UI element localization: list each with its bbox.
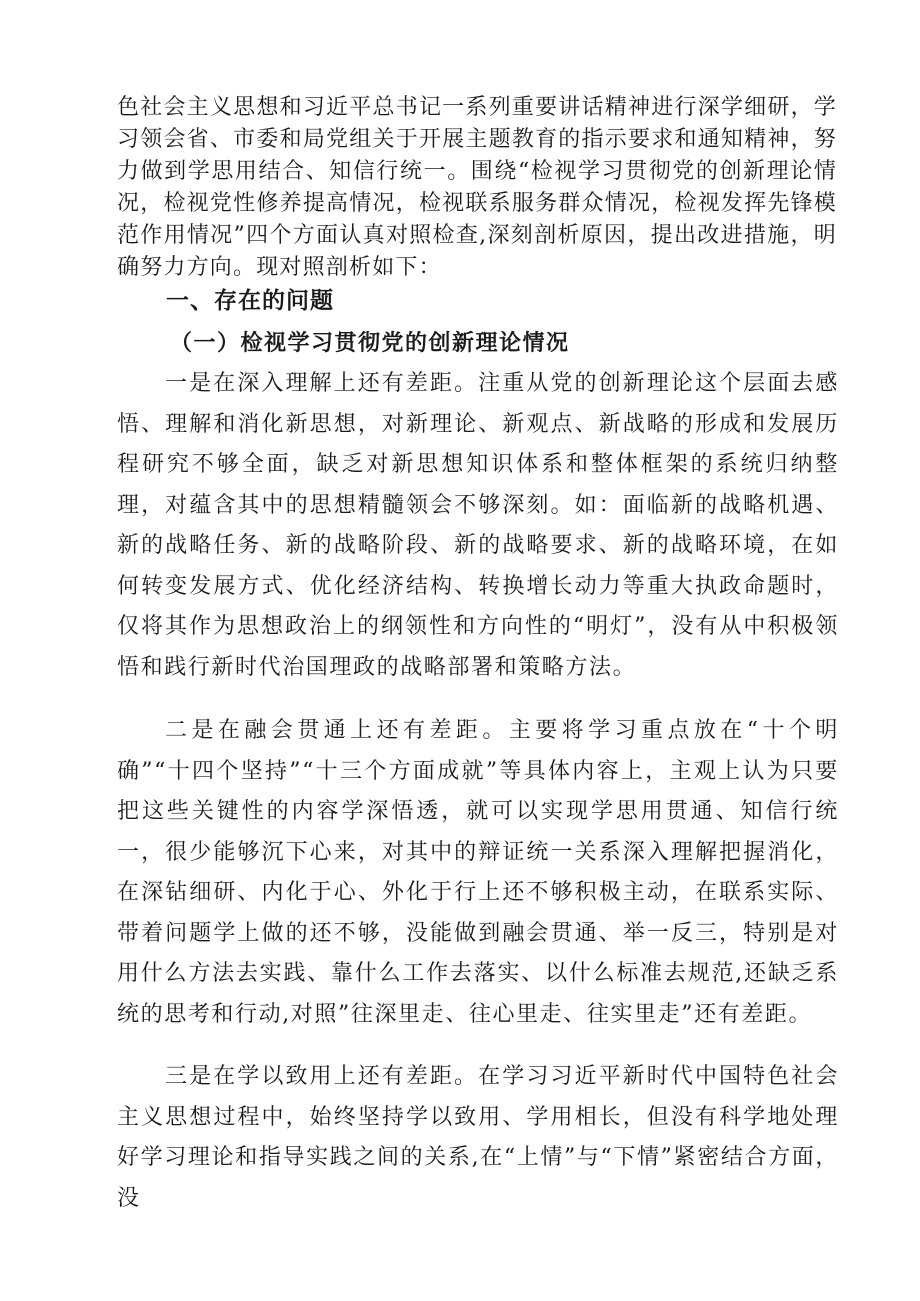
intro-paragraph: 色社会主义思想和习近平总书记一系列重要讲话精神进行深学细研，学习领会省、市委和局党组关于开展主题教育的指示要求和通知精神，努力做到学思用结合、知信行统一。围绕“检视学习贯彻党的创新理论情况，检视党性修养提高情况，检视联系服务群众情况，检视发挥先锋模范作用情况”四个方面认真对照检查,深刻剖析原因，提出改进措施，明确努力方向。现对照剖析如下： <box>117 95 837 280</box>
body-paragraph-2: 二是在融会贯通上还有差距。主要将学习重点放在“十个明确”“十四个坚持”“十三个方面成就”等具体内容上，主观上认为只要把这些关键性的内容学深悟透，就可以实现学思用贯通、知信行统一，很少能够沉下心来，对其中的辩证统一关系深入理解把握消化，在深钻细研、内化于心、外化于行上还不够积极主动，在联系实际、带着问题学上做的还不够，没能做到融会贯通、举一反三，特别是对用什么方法去实践、靠什么工作去落实、以什么标准去规范,还缺乏系统的思考和行动,对照”往深里走、往心里走、往实里走”还有差距。 <box>117 718 839 1027</box>
body-paragraph-3: 三是在学以致用上还有差距。在学习习近平新时代中国特色社会主义思想过程中，始终坚持学以致用、学用相长，但没有科学地处理好学习理论和指导实践之间的关系,在“上情”与“下情”紧密结合方面，没 <box>117 1064 839 1211</box>
body-paragraph-1: 一是在深入理解上还有差距。注重从党的创新理论这个层面去感悟、理解和消化新思想，对新理论、新观点、新战略的形成和发展历程研究不够全面，缺乏对新思想知识体系和整体框架的系统归纳整理，对蕴含其中的思想精髓领会不够深刻。如：面临新的战略机遇、新的战略任务、新的战略阶段、新的战略要求、新的战略环境，在如何转变发展方式、优化经济结构、转换增长动力等重大执政命题时，仅将其作为思想政治上的纲领性和方向性的“明灯”，没有从中积极领悟和践行新时代治国理政的战略部署和策略方法。 <box>117 371 839 680</box>
section-heading: 一、存在的问题 <box>166 288 334 314</box>
subsection-heading: （一）检视学习贯彻党的创新理论情况 <box>170 330 570 356</box>
